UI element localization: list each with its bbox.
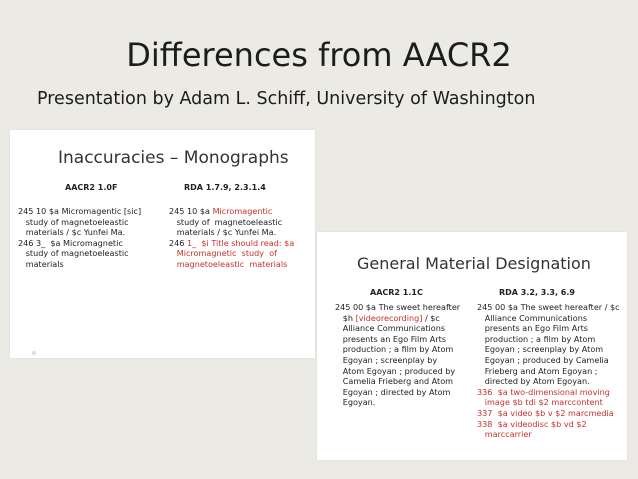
- record-line: [477, 323, 620, 334]
- record-text: Atom Egoyan ; produced by: [335, 365, 456, 376]
- gmd-slide-title: General Material Designation: [357, 254, 591, 273]
- record-text: $h: [335, 312, 356, 323]
- record-line: [477, 344, 620, 355]
- record-line: [335, 366, 460, 377]
- record-line: [335, 323, 460, 334]
- highlighted-text: [videorecording]: [355, 312, 423, 323]
- record-line: [477, 313, 620, 324]
- inaccuracies-slide-title: Inaccuracies – Monographs: [58, 148, 289, 168]
- record-line: [335, 313, 460, 324]
- record-line: [335, 397, 460, 408]
- rda-record: [477, 302, 620, 440]
- slide-corner-mark: [32, 351, 36, 355]
- record-line: [335, 302, 460, 313]
- rda-column-heading: RDA 1.7.9, 2.3.1.4: [184, 183, 266, 192]
- record-line: [477, 397, 620, 408]
- highlighted-text: Micromagnetic study of: [169, 248, 278, 259]
- record-text: 245 10 $a: [169, 206, 213, 216]
- record-text: materials / $c Yunfei Ma.: [169, 227, 277, 238]
- record-text: Egoyan ; screenplay by Atom: [477, 344, 604, 355]
- record-text: presents an Ego Film Arts: [477, 323, 588, 334]
- highlighted-text: 337 $a video $b v $2 marcmedia: [477, 407, 614, 418]
- record-text: Egoyan ; produced by Camelia: [477, 354, 609, 365]
- slide-subtitle: Presentation by Adam L. Schiff, University of Washington: [37, 89, 536, 109]
- record-text: Egoyan ; screenplay by: [335, 354, 438, 365]
- record-line: materials: [18, 258, 64, 269]
- record-line: [477, 429, 620, 440]
- record-line: [169, 227, 294, 238]
- record-text: production ; a film by Atom: [477, 333, 596, 344]
- record-line: 246 3_ $a Micromagnetic: [18, 237, 123, 248]
- embedded-slide-gmd: [317, 232, 627, 460]
- slide-title: Differences from AACR2: [126, 36, 512, 74]
- record-text: Alliance Communications: [477, 312, 588, 323]
- record-line: study of magnetoeleastic: [18, 248, 129, 259]
- record-line: [169, 238, 294, 249]
- record-line: study of magnetoeleastic: [18, 216, 129, 227]
- record-text: Alliance Communications: [335, 323, 446, 334]
- highlighted-text: 338 $a videodisc $b vd $2: [477, 418, 587, 429]
- record-line: [477, 376, 620, 387]
- record-line: [477, 334, 620, 345]
- record-text: production ; a film by Atom: [335, 344, 454, 355]
- record-text: Egoyan ; directed by Atom: [335, 386, 451, 397]
- record-line: [477, 355, 620, 366]
- record-text: 245 00 $a The sweet hereafter: [335, 302, 461, 312]
- record-line: [169, 259, 294, 270]
- record-text: presents an Ego Film Arts: [335, 333, 446, 344]
- record-text: study of magnetoeleastic: [169, 216, 283, 227]
- record-text: 245 00 $a The sweet hereafter / $c: [477, 302, 620, 312]
- highlighted-text: image $b tdi $2 marccontent: [477, 397, 603, 408]
- highlighted-text: magnetoeleastic materials: [169, 258, 288, 269]
- record-line: [477, 408, 620, 419]
- embedded-slide-inaccuracies: [10, 130, 315, 358]
- record-line: [335, 376, 460, 387]
- record-line: [477, 366, 620, 377]
- record-line: 245 10 $a Micromagentic [sic]: [18, 206, 142, 216]
- aacr2-record: [18, 206, 141, 270]
- record-line: [477, 302, 620, 313]
- highlighted-text: 1_ $i Title should read: $a: [187, 237, 295, 248]
- record-text: Egoyan.: [335, 397, 376, 408]
- aacr2-column-heading: AACR2 1.0F: [65, 183, 118, 192]
- record-line: [335, 334, 460, 345]
- highlighted-text: Micromagentic: [212, 206, 273, 216]
- record-text: directed by Atom Egoyan.: [477, 376, 590, 387]
- record-text: Camelia Frieberg and Atom: [335, 376, 454, 387]
- record-text: Frieberg and Atom Egoyan ;: [477, 365, 598, 376]
- highlighted-text: 336 $a two-dimensional moving: [477, 386, 610, 397]
- record-line: [477, 387, 620, 398]
- rda-column-heading: RDA 3.2, 3.3, 6.9: [499, 288, 575, 297]
- record-text: 246: [169, 237, 188, 248]
- record-line: [169, 248, 294, 259]
- record-line: [477, 419, 620, 430]
- record-line: [335, 387, 460, 398]
- record-line: [335, 344, 460, 355]
- record-line: [169, 206, 294, 217]
- aacr2-record: [335, 302, 460, 408]
- record-line: materials / $c Yunfei Ma.: [18, 227, 126, 238]
- record-line: [169, 217, 294, 228]
- record-text: / $c: [422, 312, 440, 323]
- record-line: [335, 355, 460, 366]
- highlighted-text: marccarrier: [477, 429, 532, 440]
- aacr2-column-heading: AACR2 1.1C: [370, 288, 423, 297]
- rda-record: [169, 206, 294, 270]
